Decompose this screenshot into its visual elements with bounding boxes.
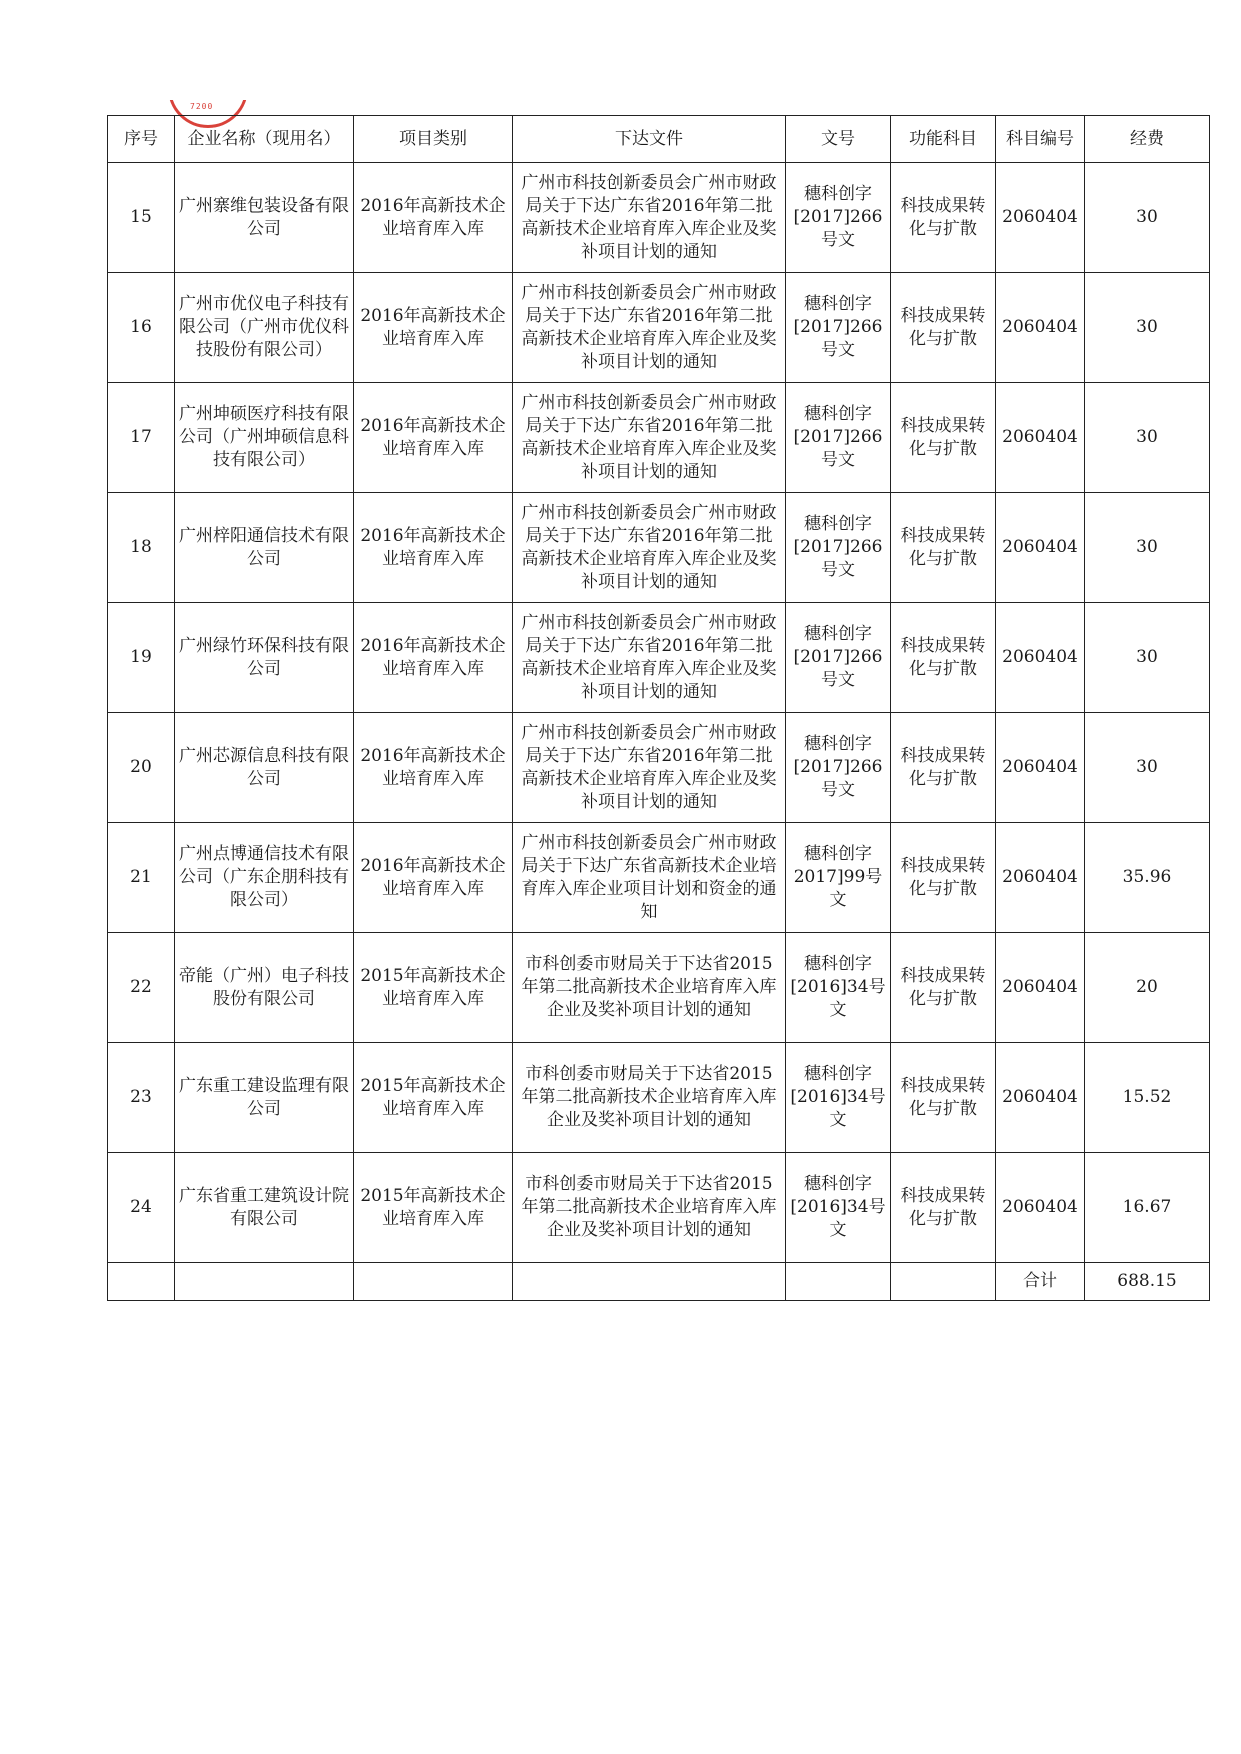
table-row xyxy=(108,273,1210,383)
cell-doc-no: 穗科创字[2017]266号文 xyxy=(786,163,891,273)
cell-document: 广州市科技创新委员会广州市财政局关于下达广东省2016年第二批高新技术企业培育库入库企业及奖补项目计划的通知 xyxy=(513,603,786,713)
table-row xyxy=(108,713,1210,823)
cell-company: 广州绿竹环保科技有限公司 xyxy=(175,603,354,713)
table-row xyxy=(108,163,1210,273)
cell-category: 2016年高新技术企业培育库入库 xyxy=(354,383,513,493)
cell-code: 2060404 xyxy=(996,603,1085,713)
cell-company: 广州芯源信息科技有限公司 xyxy=(175,713,354,823)
cell-document: 广州市科技创新委员会广州市财政局关于下达广东省2016年第二批高新技术企业培育库入库企业及奖补项目计划的通知 xyxy=(513,383,786,493)
cell-amount: 30 xyxy=(1085,493,1210,603)
table-row xyxy=(108,603,1210,713)
cell-amount: 15.52 xyxy=(1085,1043,1210,1153)
header-no: 序号 xyxy=(108,116,175,163)
total-amount: 688.15 xyxy=(1085,1263,1210,1301)
cell-amount: 16.67 xyxy=(1085,1153,1210,1263)
cell-doc-no: 穗科创字2017]99号文 xyxy=(786,823,891,933)
empty-cell xyxy=(108,1263,175,1301)
cell-function: 科技成果转化与扩散 xyxy=(891,493,996,603)
total-row xyxy=(108,1263,1210,1301)
cell-document: 广州市科技创新委员会广州市财政局关于下达广东省2016年第二批高新技术企业培育库入库企业及奖补项目计划的通知 xyxy=(513,163,786,273)
cell-category: 2015年高新技术企业培育库入库 xyxy=(354,1153,513,1263)
cell-company: 帝能（广州）电子科技股份有限公司 xyxy=(175,933,354,1043)
empty-cell xyxy=(175,1263,354,1301)
cell-doc-no: 穗科创字[2017]266号文 xyxy=(786,713,891,823)
cell-no: 18 xyxy=(108,493,175,603)
cell-function: 科技成果转化与扩散 xyxy=(891,163,996,273)
cell-no: 17 xyxy=(108,383,175,493)
funding-table xyxy=(107,115,1210,1301)
cell-category: 2015年高新技术企业培育库入库 xyxy=(354,933,513,1043)
cell-document: 广州市科技创新委员会广州市财政局关于下达广东省2016年第二批高新技术企业培育库入库企业及奖补项目计划的通知 xyxy=(513,273,786,383)
cell-document: 市科创委市财局关于下达省2015年第二批高新技术企业培育库入库企业及奖补项目计划的通知 xyxy=(513,1043,786,1153)
cell-company: 广州市优仪电子科技有限公司（广州市优仪科技股份有限公司） xyxy=(175,273,354,383)
cell-function: 科技成果转化与扩散 xyxy=(891,273,996,383)
cell-code: 2060404 xyxy=(996,823,1085,933)
cell-amount: 30 xyxy=(1085,273,1210,383)
cell-amount: 35.96 xyxy=(1085,823,1210,933)
cell-code: 2060404 xyxy=(996,713,1085,823)
cell-document: 广州市科技创新委员会广州市财政局关于下达广东省2016年第二批高新技术企业培育库入库企业及奖补项目计划的通知 xyxy=(513,713,786,823)
cell-doc-no: 穗科创字[2017]266号文 xyxy=(786,383,891,493)
cell-function: 科技成果转化与扩散 xyxy=(891,383,996,493)
cell-doc-no: 穗科创字[2017]266号文 xyxy=(786,273,891,383)
header-document: 下达文件 xyxy=(513,116,786,163)
table-row xyxy=(108,1153,1210,1263)
cell-function: 科技成果转化与扩散 xyxy=(891,1153,996,1263)
cell-category: 2015年高新技术企业培育库入库 xyxy=(354,1043,513,1153)
cell-category: 2016年高新技术企业培育库入库 xyxy=(354,273,513,383)
cell-function: 科技成果转化与扩散 xyxy=(891,603,996,713)
cell-doc-no: 穗科创字[2017]266号文 xyxy=(786,493,891,603)
cell-no: 20 xyxy=(108,713,175,823)
cell-amount: 30 xyxy=(1085,383,1210,493)
cell-code: 2060404 xyxy=(996,163,1085,273)
cell-category: 2016年高新技术企业培育库入库 xyxy=(354,823,513,933)
cell-category: 2016年高新技术企业培育库入库 xyxy=(354,713,513,823)
cell-no: 19 xyxy=(108,603,175,713)
cell-category: 2016年高新技术企业培育库入库 xyxy=(354,163,513,273)
cell-no: 24 xyxy=(108,1153,175,1263)
cell-function: 科技成果转化与扩散 xyxy=(891,1043,996,1153)
header-function: 功能科目 xyxy=(891,116,996,163)
cell-doc-no: 穗科创字[2016]34号文 xyxy=(786,1153,891,1263)
empty-cell xyxy=(513,1263,786,1301)
cell-no: 15 xyxy=(108,163,175,273)
total-label: 合计 xyxy=(996,1263,1085,1301)
cell-amount: 30 xyxy=(1085,713,1210,823)
cell-company: 广东重工建设监理有限公司 xyxy=(175,1043,354,1153)
seal-number: 7200 xyxy=(190,102,214,111)
cell-code: 2060404 xyxy=(996,1153,1085,1263)
empty-cell xyxy=(786,1263,891,1301)
header-doc-no: 文号 xyxy=(786,116,891,163)
table-row xyxy=(108,1043,1210,1153)
cell-no: 21 xyxy=(108,823,175,933)
cell-amount: 20 xyxy=(1085,933,1210,1043)
cell-code: 2060404 xyxy=(996,493,1085,603)
empty-cell xyxy=(354,1263,513,1301)
cell-company: 广州坤硕医疗科技有限公司（广州坤硕信息科技有限公司） xyxy=(175,383,354,493)
cell-function: 科技成果转化与扩散 xyxy=(891,933,996,1043)
cell-document: 市科创委市财局关于下达省2015年第二批高新技术企业培育库入库企业及奖补项目计划的通知 xyxy=(513,933,786,1043)
cell-no: 22 xyxy=(108,933,175,1043)
cell-function: 科技成果转化与扩散 xyxy=(891,713,996,823)
cell-company: 广州梓阳通信技术有限公司 xyxy=(175,493,354,603)
table-row xyxy=(108,383,1210,493)
cell-doc-no: 穗科创字[2017]266号文 xyxy=(786,603,891,713)
header-amount: 经费 xyxy=(1085,116,1210,163)
cell-amount: 30 xyxy=(1085,603,1210,713)
header-company: 企业名称（现用名） xyxy=(175,116,354,163)
cell-function: 科技成果转化与扩散 xyxy=(891,823,996,933)
table-row xyxy=(108,933,1210,1043)
cell-category: 2016年高新技术企业培育库入库 xyxy=(354,603,513,713)
cell-category: 2016年高新技术企业培育库入库 xyxy=(354,493,513,603)
cell-doc-no: 穗科创字[2016]34号文 xyxy=(786,933,891,1043)
cell-company: 广东省重工建筑设计院有限公司 xyxy=(175,1153,354,1263)
cell-code: 2060404 xyxy=(996,273,1085,383)
cell-code: 2060404 xyxy=(996,383,1085,493)
cell-no: 16 xyxy=(108,273,175,383)
cell-document: 市科创委市财局关于下达省2015年第二批高新技术企业培育库入库企业及奖补项目计划的通知 xyxy=(513,1153,786,1263)
table-header-row xyxy=(108,116,1210,163)
cell-code: 2060404 xyxy=(996,933,1085,1043)
header-category: 项目类别 xyxy=(354,116,513,163)
cell-amount: 30 xyxy=(1085,163,1210,273)
cell-doc-no: 穗科创字[2016]34号文 xyxy=(786,1043,891,1153)
cell-no: 23 xyxy=(108,1043,175,1153)
empty-cell xyxy=(891,1263,996,1301)
cell-code: 2060404 xyxy=(996,1043,1085,1153)
table-row xyxy=(108,823,1210,933)
cell-document: 广州市科技创新委员会广州市财政局关于下达广东省高新技术企业培育库入库企业项目计划和资金的通知 xyxy=(513,823,786,933)
table-row xyxy=(108,493,1210,603)
cell-company: 广州点博通信技术有限公司（广东企朋科技有限公司） xyxy=(175,823,354,933)
cell-document: 广州市科技创新委员会广州市财政局关于下达广东省2016年第二批高新技术企业培育库入库企业及奖补项目计划的通知 xyxy=(513,493,786,603)
header-code: 科目编号 xyxy=(996,116,1085,163)
cell-company: 广州寨维包装设备有限公司 xyxy=(175,163,354,273)
